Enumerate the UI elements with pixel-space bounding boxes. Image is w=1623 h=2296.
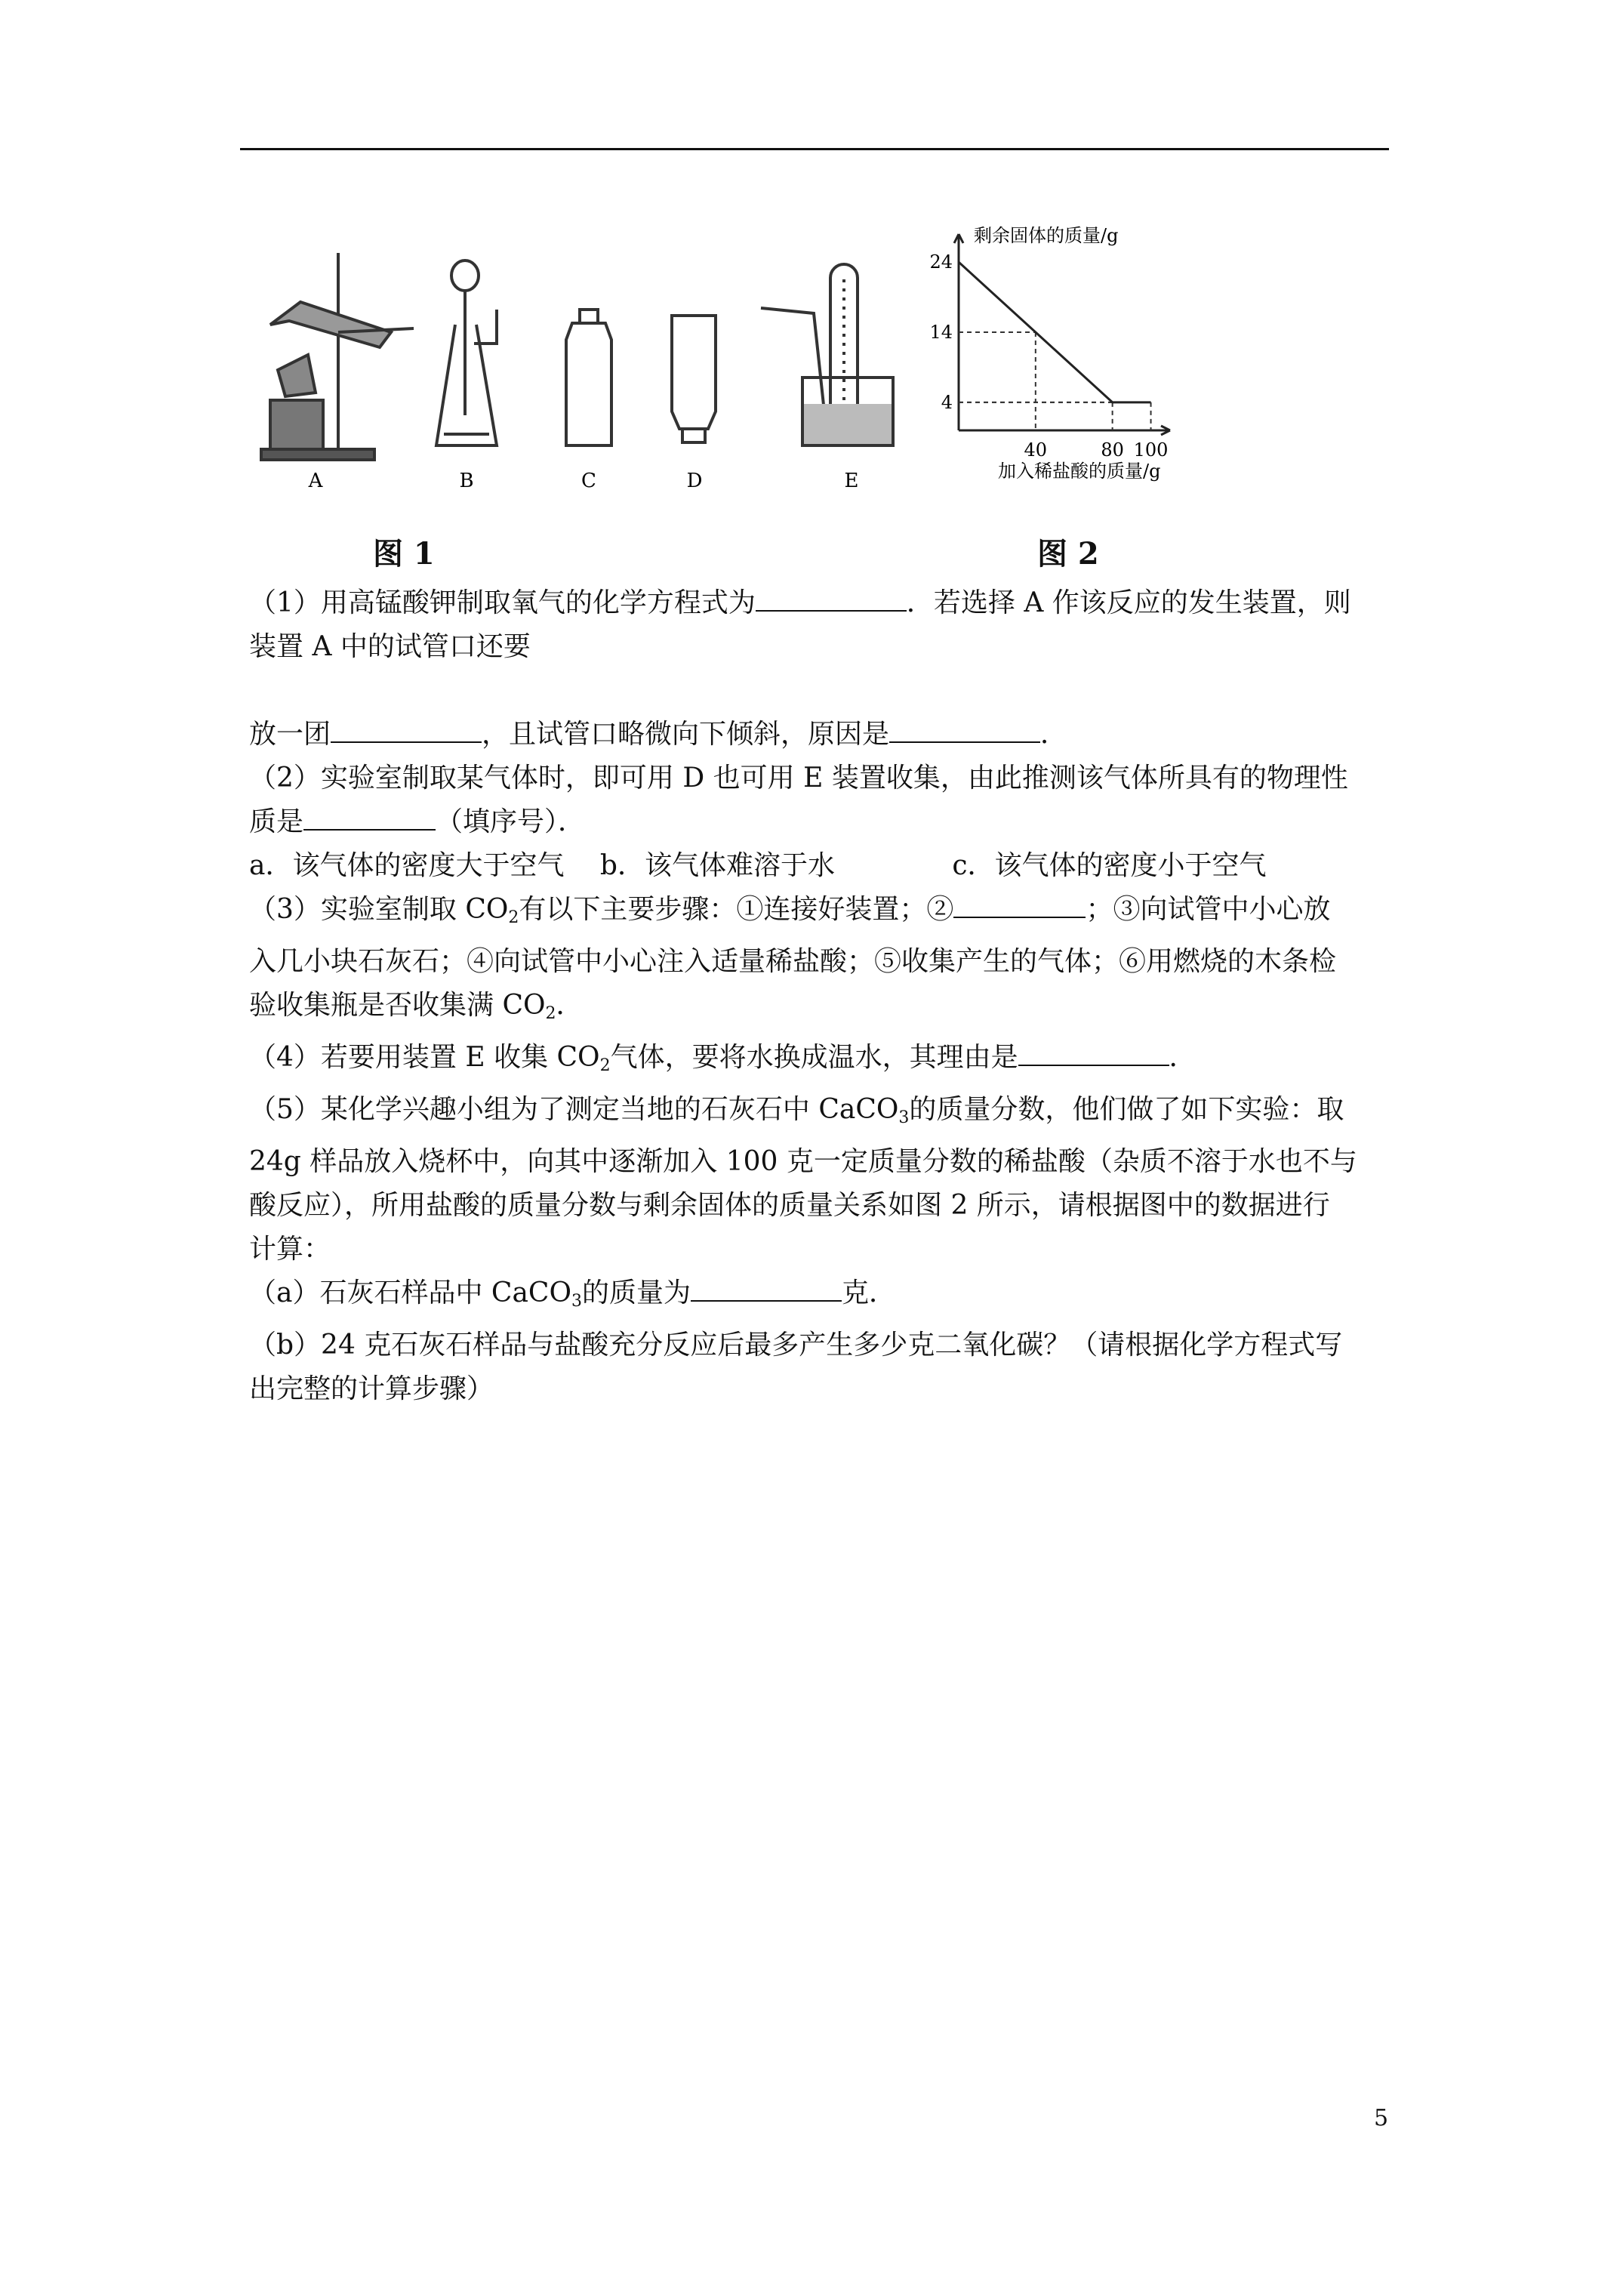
chart-y-tick-label: 24 bbox=[929, 251, 953, 273]
page-number: 5 bbox=[1374, 2105, 1389, 2131]
q3-line2: 入几小块石灰石；④向试管中小心注入适量稀盐酸；⑤收集产生的气体；⑥用燃烧的木条检 bbox=[249, 946, 1337, 977]
q1-blank-material[interactable] bbox=[331, 716, 482, 743]
chart-xlabel: 加入稀盐酸的质量/g bbox=[998, 461, 1161, 482]
q2-line1: （2）实验室制取某气体时，即可用 D 也可用 E 装置收集，由此推测该气体所具有的物理性 bbox=[249, 763, 1348, 794]
figure-1-caption: 图 1 bbox=[373, 536, 435, 572]
q5a-line: （a）石灰石样品中 CaCO$_3$的质量为 克． bbox=[249, 1271, 1412, 1324]
chart-y-tick-label: 14 bbox=[929, 322, 953, 343]
q5-line2: 24g 样品放入烧杯中，向其中逐渐加入 100 克一定质量分数的稀盐酸（杂质不溶于水也不与 bbox=[249, 1146, 1357, 1177]
q5a-blank-mass[interactable] bbox=[691, 1274, 842, 1302]
figure-1-apparatus bbox=[240, 219, 935, 506]
q5-line3: 酸反应），所用盐酸的质量分数与剩余固体的质量关系如图 2 所示，请根据图中的数据进行 bbox=[249, 1190, 1330, 1221]
q5-line1: （5）某化学兴趣小组为了测定当地的石灰石中 CaCO$_3$的质量分数，他们做了如下实验：取 bbox=[249, 1094, 1344, 1127]
apparatus-e bbox=[761, 264, 893, 445]
chart-y-tick-label: 4 bbox=[941, 391, 953, 413]
figure-2-caption: 图 2 bbox=[1037, 536, 1099, 572]
q5b-line1: （b）24 克石灰石样品与盐酸充分反应后最多产生多少克二氧化碳？（请根据化学方程式写 bbox=[249, 1330, 1343, 1361]
figure-2-chart bbox=[929, 220, 1200, 492]
apparatus-c bbox=[566, 310, 611, 445]
q1-line2: 装置 A 中的试管口还要 bbox=[249, 631, 531, 662]
q5b-line2: 出完整的计算步骤） bbox=[249, 1373, 494, 1404]
apparatus-b bbox=[436, 260, 497, 445]
apparatus-label-d: D bbox=[686, 470, 703, 492]
apparatus-label-c: C bbox=[581, 470, 596, 492]
apparatus-a bbox=[261, 253, 414, 460]
q2-blank-answer[interactable] bbox=[303, 803, 436, 831]
q2-line2: 质是 （填序号）． bbox=[249, 800, 1412, 844]
q4-blank-reason[interactable] bbox=[1018, 1039, 1169, 1066]
q1-blank-reason[interactable] bbox=[889, 716, 1040, 743]
q3-line3: 验收集瓶是否收集满 $CO_2$． bbox=[249, 990, 584, 1023]
question-body bbox=[249, 581, 1412, 1411]
q1-blank-equation[interactable] bbox=[756, 584, 907, 612]
q2-options: a．该气体的密度大于空气 b．该气体难溶于水 c．该气体的密度小于空气 bbox=[249, 850, 1267, 881]
q5-line4: 计算： bbox=[249, 1234, 331, 1265]
chart-x-tick-label: 80 bbox=[1101, 439, 1124, 461]
apparatus-d bbox=[672, 316, 716, 442]
q4-line1: （4）若要用装置 E 收集 $CO_2$气体，要将水换成温水，其理由是 ． bbox=[249, 1036, 1412, 1088]
q1-line1: （1）用高锰酸钾制取氧气的化学方程式为 ．若选择 A 作该反应的发生装置，则 bbox=[249, 581, 1412, 625]
apparatus-label-a: A bbox=[308, 470, 323, 492]
chart-axes bbox=[954, 234, 1170, 435]
q3-blank-step[interactable] bbox=[953, 891, 1086, 918]
apparatus-label-b: B bbox=[459, 470, 474, 492]
header-rule bbox=[240, 148, 1389, 150]
chart-ylabel: 剩余固体的质量/g bbox=[974, 225, 1119, 246]
chart-x-tick-label: 100 bbox=[1133, 439, 1169, 461]
apparatus-label-e: E bbox=[844, 470, 859, 492]
q1-line3: 放一团 ，且试管口略微向下倾斜，原因是 ． bbox=[249, 713, 1412, 757]
chart-x-tick-label: 40 bbox=[1024, 439, 1048, 461]
q3-line1: （3）实验室制取 $CO_2$有以下主要步骤：①连接好装置；② ；③向试管中小心放 bbox=[249, 888, 1412, 940]
